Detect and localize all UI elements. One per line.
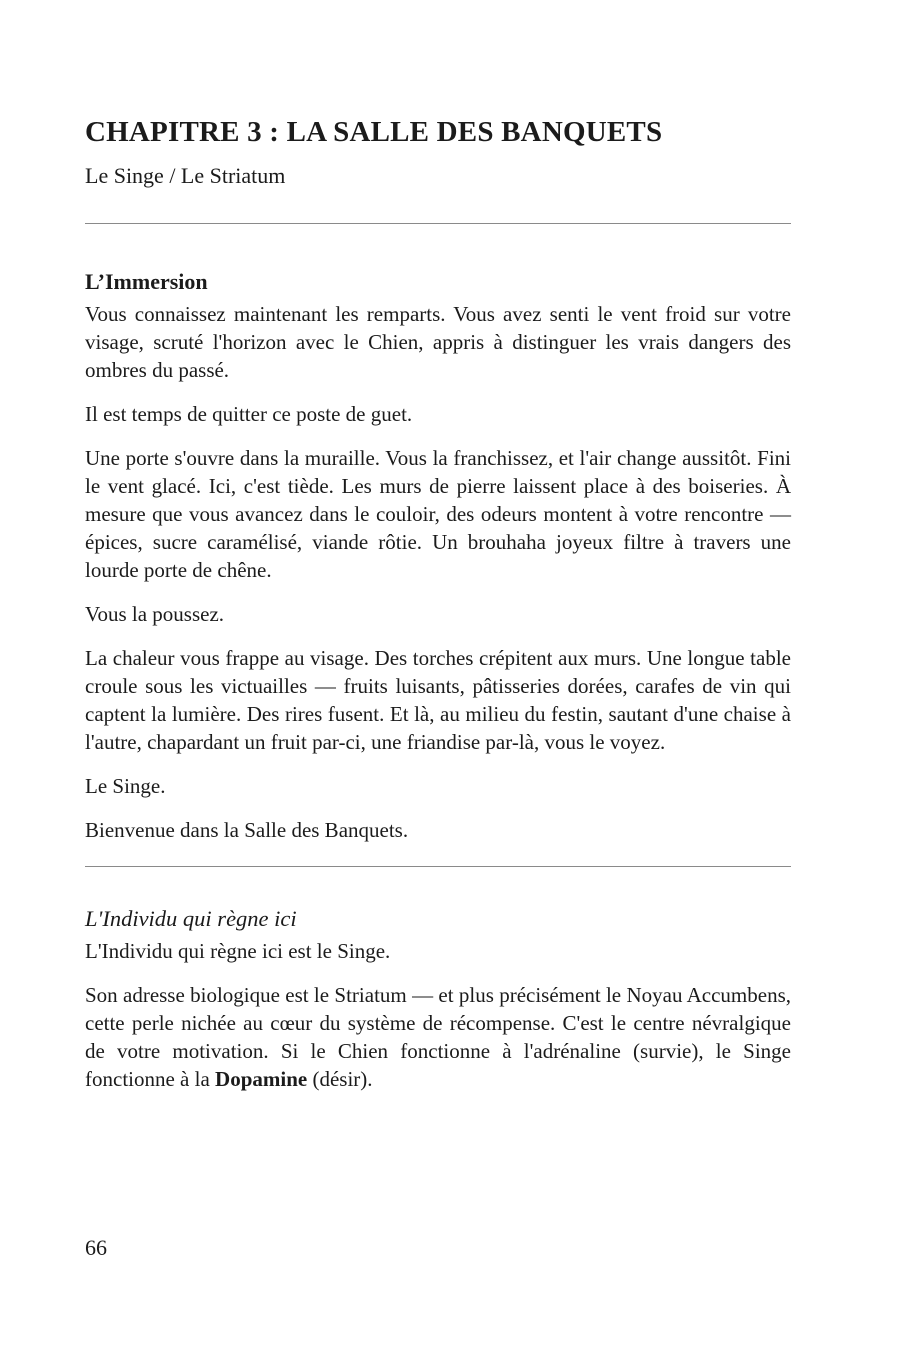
chapter-subtitle: Le Singe / Le Striatum [85,163,286,188]
divider-middle [85,866,791,867]
bold-term-dopamine: Dopamine [215,1067,308,1091]
divider-top [85,223,791,224]
page-number: 66 [85,1235,107,1260]
chapter-title: CHAPITRE 3 : LA SALLE DES BANQUETS [85,116,663,148]
paragraph: Vous connaissez maintenant les remparts. Vous avez senti le vent froid sur votre visage, scruté l'horizon avec le Chien, appris à distinguer les vrais dangers des ombres du passé. [85,302,791,382]
paragraph: Le Singe. [85,774,166,798]
paragraph: Vous la poussez. [85,602,225,626]
paragraph [85,981,791,1093]
paragraph: La chaleur vous frappe au visage. Des torches crépitent aux murs. Une longue table croule sous les victuailles — fruits luisants, pâtisseries dorées, carafes de vin qui captent la lumière. Des rires fusent. Et là, au milieu du festin, sautant d'une chaise à l'autre, chapardant un fruit par-ci, une friandise par-là, vous le voyez. [85,646,791,754]
individu-heading: L'Individu qui règne ici [85,906,297,931]
immersion-heading: L’Immersion [85,269,208,294]
paragraph-text: (désir). [307,1067,373,1091]
paragraph: Une porte s'ouvre dans la muraille. Vous la franchissez, et l'air change aussitôt. Fini le vent glacé. Ici, c'est tiède. Les murs de pierre laissent place à des boiseries. À mesure que vous avancez dans le couloir, des odeurs montent à votre rencontre — épices, sucre caramélisé, viande rôtie. Un brouhaha joyeux filtre à travers une lourde porte de chêne. [85,446,791,582]
paragraph: Il est temps de quitter ce poste de guet. [85,402,413,426]
paragraph: Bienvenue dans la Salle des Banquets. [85,818,409,842]
paragraph-text: Son adresse biologique est le Striatum — et plus précisément le Noyau Accumbens, cette perle nichée au cœur du système de récompense. C'est le centre névralgique de votre motivation. Si le Chien fonctionne à l'adrénaline (survie), le Singe fonctionne à la [85,983,791,1091]
paragraph: L'Individu qui règne ici est le Singe. [85,939,391,963]
page-content [85,0,791,1093]
